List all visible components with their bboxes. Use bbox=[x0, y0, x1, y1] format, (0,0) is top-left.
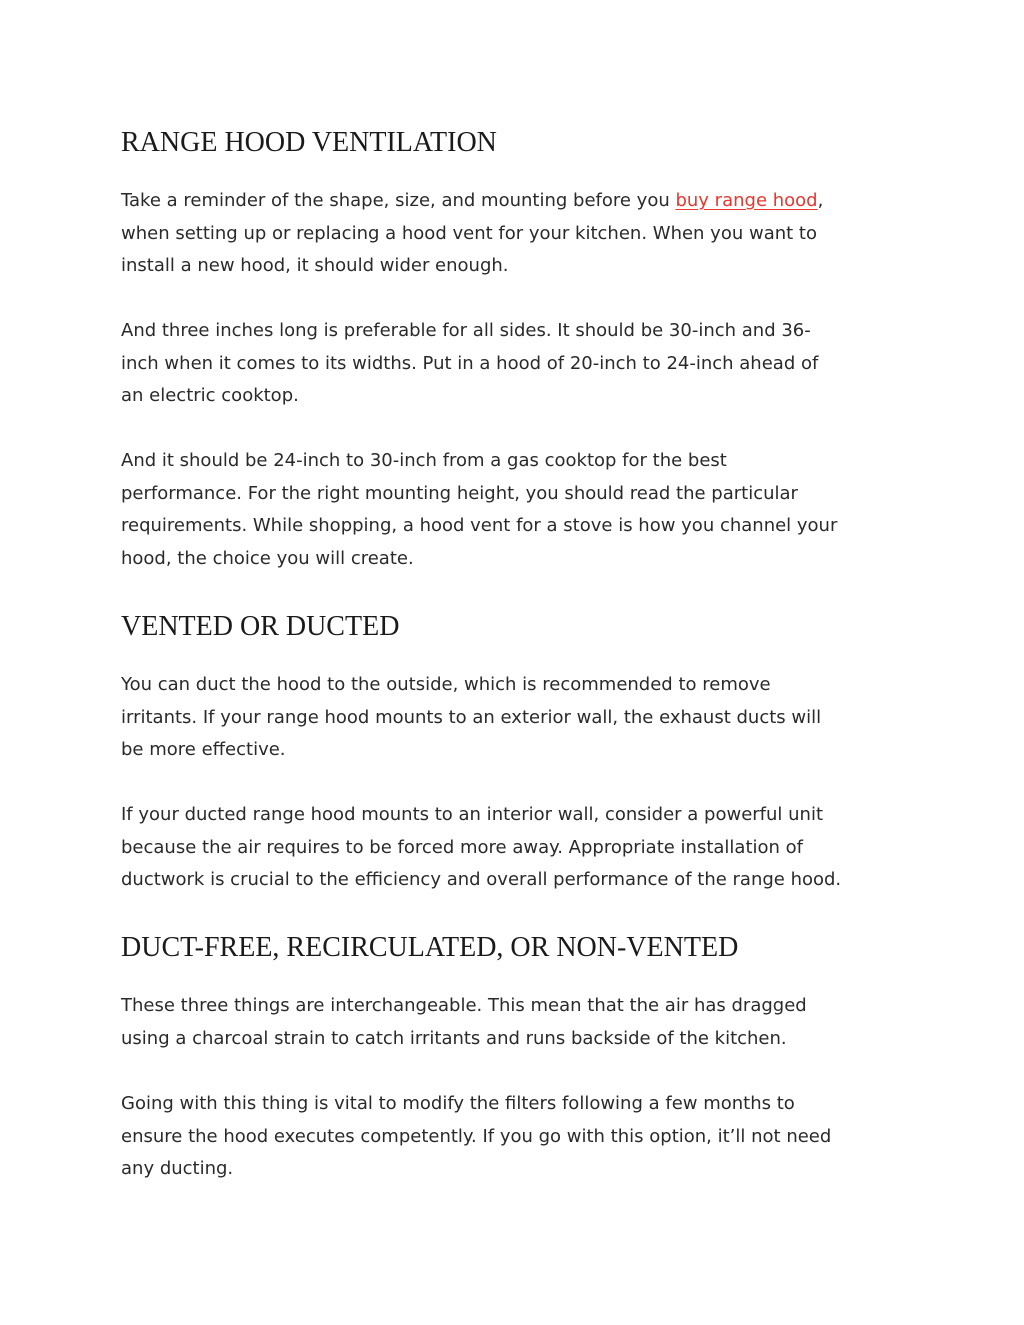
paragraph-line: requirements. While shopping, a hood vent for a stove is how you channel your bbox=[121, 515, 838, 537]
paragraph-line: These three things are interchangeable. This mean that the air has dragged bbox=[121, 995, 807, 1016]
paragraph-line: be more effective. bbox=[121, 739, 286, 761]
paragraph-line bbox=[121, 185, 823, 218]
paragraph bbox=[121, 990, 807, 1055]
section-heading-range-hood-ventilation: RANGE HOOD VENTILATION bbox=[121, 127, 497, 158]
paragraph bbox=[121, 185, 823, 283]
paragraph bbox=[121, 799, 841, 897]
paragraph-line: And it should be 24-inch to 30-inch from a gas cooktop for the best bbox=[121, 450, 727, 471]
paragraph-line: If your ducted range hood mounts to an interior wall, consider a powerful unit bbox=[121, 804, 824, 825]
paragraph-line: ensure the hood executes competently. If you go with this option, it’ll not need bbox=[121, 1125, 832, 1147]
paragraph-line: when setting up or replacing a hood vent for your kitchen. When you want to bbox=[121, 222, 817, 244]
paragraph-line: Going with this thing is vital to modify the filters following a few months to bbox=[121, 1093, 795, 1114]
paragraph bbox=[121, 669, 821, 767]
paragraph-line: ductwork is crucial to the efficiency and overall performance of the range hood. bbox=[121, 869, 842, 891]
section-heading-vented-or-ducted: VENTED OR DUCTED bbox=[121, 611, 400, 642]
paragraph bbox=[121, 445, 837, 576]
paragraph-line: an electric cooktop. bbox=[121, 385, 299, 407]
paragraph-line: install a new hood, it should wider enough. bbox=[121, 255, 509, 277]
section-heading-duct-free: DUCT-FREE, RECIRCULATED, OR NON-VENTED bbox=[121, 932, 739, 963]
paragraph-line: using a charcoal strain to catch irritants and runs backside of the kitchen. bbox=[121, 1027, 787, 1049]
paragraph-line: any ducting. bbox=[121, 1158, 234, 1180]
buy-range-hood-link[interactable]: buy range hood bbox=[675, 190, 818, 211]
text-run: , bbox=[817, 190, 824, 211]
paragraph-line: performance. For the right mounting height, you should read the particular bbox=[121, 482, 798, 504]
text-run: Take a reminder of the shape, size, and mounting before you bbox=[121, 190, 676, 211]
paragraph-line: because the air requires to be forced more away. Appropriate installation of bbox=[121, 836, 804, 858]
paragraph-line: And three inches long is preferable for all sides. It should be 30-inch and 36- bbox=[121, 320, 811, 341]
paragraph-line: hood, the choice you will create. bbox=[121, 548, 414, 570]
paragraph-line: irritants. If your range hood mounts to an exterior wall, the exhaust ducts will bbox=[121, 706, 822, 728]
paragraph-line: You can duct the hood to the outside, which is recommended to remove bbox=[121, 674, 771, 695]
paragraph bbox=[121, 1088, 831, 1186]
paragraph bbox=[121, 315, 818, 413]
paragraph-line: inch when it comes to its widths. Put in a hood of 20-inch to 24-inch ahead of bbox=[121, 352, 819, 374]
